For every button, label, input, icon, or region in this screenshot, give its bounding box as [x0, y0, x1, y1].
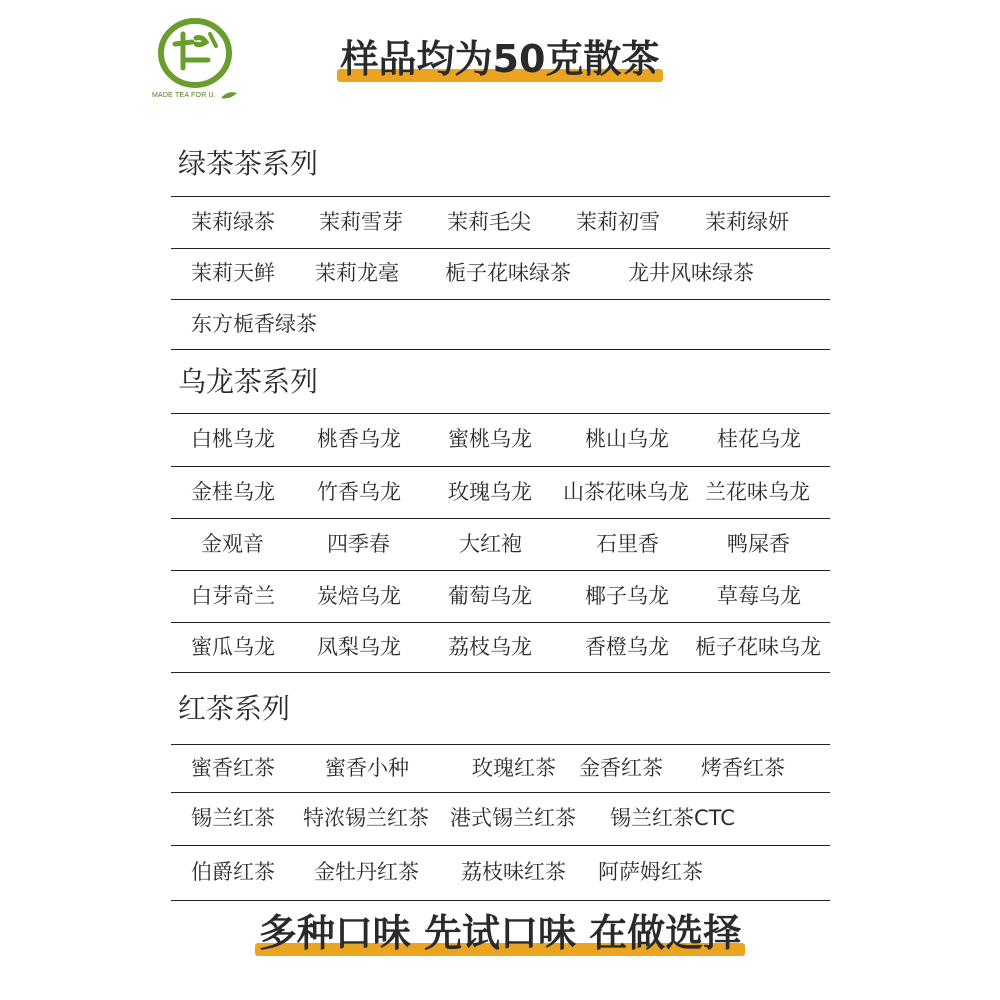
tea-item: 东方栀香绿茶	[191, 312, 317, 336]
tea-item: 玫瑰红茶	[472, 756, 556, 780]
tea-item: 四季春	[327, 532, 390, 556]
tea-item: 栀子花味绿茶	[445, 261, 571, 285]
tea-item: 草莓乌龙	[717, 584, 801, 608]
tea-item: 鸭屎香	[727, 532, 790, 556]
tea-item: 白桃乌龙	[191, 427, 275, 451]
tea-item: 龙井风味绿茶	[628, 261, 754, 285]
tea-item: 金牡丹红茶	[314, 860, 419, 884]
tea-item: 炭焙乌龙	[317, 584, 401, 608]
tea-item: 白芽奇兰	[191, 584, 275, 608]
tea-item: 玫瑰乌龙	[448, 480, 532, 504]
tea-item: 茉莉龙毫	[315, 261, 399, 285]
tea-item: 山茶花味乌龙	[563, 480, 689, 504]
leaf-icon	[220, 90, 238, 100]
tea-item: 伯爵红茶	[191, 860, 275, 884]
divider	[171, 570, 830, 571]
divider	[171, 792, 830, 793]
tea-item: 锡兰红茶	[191, 806, 275, 830]
footer-slogan: 多种口味 先试口味 在做选择	[0, 914, 1000, 952]
tea-item: 锡兰红茶CTC	[610, 806, 735, 830]
tea-item: 兰花味乌龙	[705, 480, 810, 504]
tea-item: 茉莉天鲜	[191, 261, 275, 285]
divider	[171, 518, 830, 519]
tea-item: 蜜桃乌龙	[448, 427, 532, 451]
divider	[171, 299, 830, 300]
tea-item: 葡萄乌龙	[448, 584, 532, 608]
tea-item: 荔枝味红茶	[461, 860, 566, 884]
tea-item: 竹香乌龙	[317, 480, 401, 504]
tea-item: 港式锡兰红茶	[450, 806, 576, 830]
page-title: 样品均为50克散茶	[0, 40, 1000, 78]
tea-item: 石里香	[596, 532, 659, 556]
tea-item: 蜜瓜乌龙	[191, 635, 275, 659]
tea-item: 茉莉毛尖	[447, 210, 531, 234]
tea-item: 茉莉绿茶	[191, 210, 275, 234]
tea-item: 香橙乌龙	[585, 635, 669, 659]
tea-item: 蜜香红茶	[191, 756, 275, 780]
tea-item: 烤香红茶	[701, 756, 785, 780]
tea-item: 栀子花味乌龙	[695, 635, 821, 659]
logo-tagline: MADE TEA FOR U.	[152, 92, 216, 99]
section-title: 乌龙茶系列	[178, 365, 319, 398]
tea-item: 桂花乌龙	[717, 427, 801, 451]
tea-item: 茉莉初雪	[576, 210, 660, 234]
tea-item: 阿萨姆红茶	[598, 860, 703, 884]
tea-item: 蜜香小种	[325, 756, 409, 780]
tea-item: 茉莉绿妍	[705, 210, 789, 234]
tea-item: 凤梨乌龙	[317, 635, 401, 659]
tea-item: 桃山乌龙	[585, 427, 669, 451]
divider	[171, 349, 830, 350]
tea-item: 金观音	[201, 532, 264, 556]
tea-item: 椰子乌龙	[585, 584, 669, 608]
tea-item: 特浓锡兰红茶	[303, 806, 429, 830]
divider	[171, 672, 830, 673]
divider	[171, 900, 830, 901]
tea-item: 金香红茶	[579, 756, 663, 780]
tea-item: 茉莉雪芽	[319, 210, 403, 234]
divider	[171, 466, 830, 467]
tea-item: 荔枝乌龙	[448, 635, 532, 659]
divider	[171, 622, 830, 623]
tea-item: 桃香乌龙	[317, 427, 401, 451]
tea-item: 大红袍	[459, 532, 522, 556]
divider	[171, 196, 830, 197]
section-title: 红茶系列	[178, 692, 291, 725]
tea-item: 金桂乌龙	[191, 480, 275, 504]
divider	[171, 248, 830, 249]
divider	[171, 413, 830, 414]
section-title: 绿茶茶系列	[178, 147, 319, 180]
divider	[171, 845, 830, 846]
divider	[171, 744, 830, 745]
